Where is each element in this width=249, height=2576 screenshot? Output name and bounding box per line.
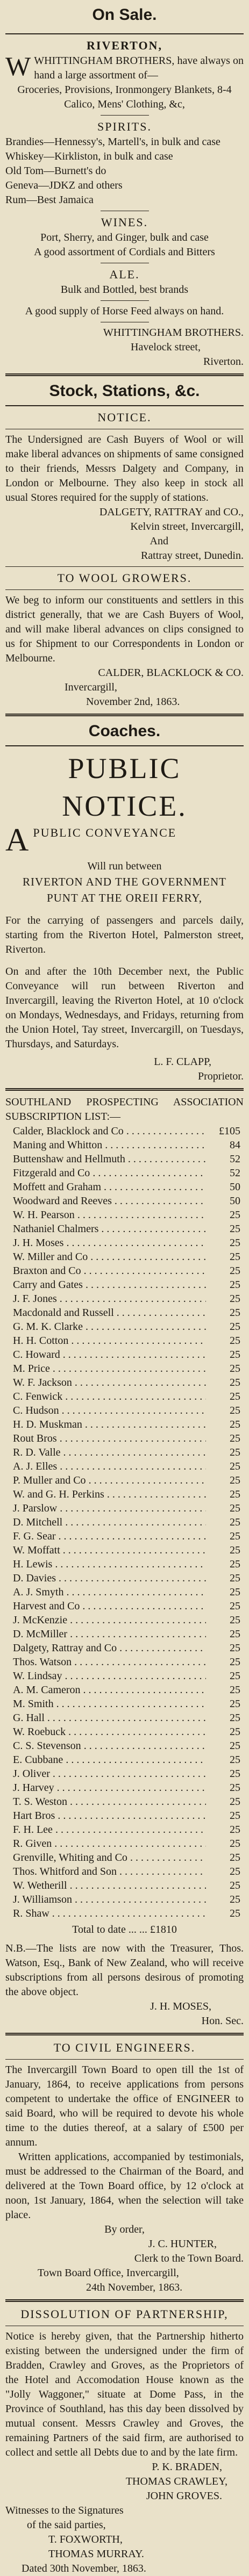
newspaper-page bbox=[5, 0, 244, 2576]
witness-name: THOMAS MURRAY. bbox=[48, 2548, 144, 2560]
drop-cap: A bbox=[5, 822, 30, 858]
divider bbox=[5, 2299, 244, 2302]
divider bbox=[5, 589, 244, 590]
route: RIVERTON AND THE GOVERNMENT PUNT AT THE OREII FERRY, bbox=[22, 875, 227, 904]
divider bbox=[5, 714, 244, 716]
signature: JOHN GROVES. bbox=[146, 2490, 222, 2502]
signature: CALDER, BLACKLOCK & CO. bbox=[98, 667, 244, 679]
list-item: D. Mitchell . . . 25 bbox=[13, 1515, 240, 1529]
list-item: Calder, Blacklock and Co . . . £105 bbox=[13, 1124, 240, 1138]
horse-feed-line: A good supply of Horse Feed always on hand. bbox=[25, 305, 224, 317]
list-item: W. Moffatt . . . 25 bbox=[13, 1543, 240, 1557]
spirits-line: Rum—Best Jamaica bbox=[5, 194, 94, 206]
list-item: C. Hudson . . . 25 bbox=[13, 1404, 240, 1417]
list-item: H. H. Cotton . . . 25 bbox=[13, 1334, 240, 1348]
list-item: A. J. Smyth . . . 25 bbox=[13, 1585, 240, 1599]
list-item: E. Cubbane . . . 25 bbox=[13, 1753, 240, 1767]
list-item: Macdonald and Russell . . . 25 bbox=[13, 1306, 240, 1320]
signature: P. K. BRADEN, bbox=[152, 2461, 222, 2473]
list-item: W. Lindsay . . . 25 bbox=[13, 1669, 240, 1683]
signature-title: Proprietor. bbox=[198, 1070, 244, 1082]
signature-address: Havelock street, bbox=[131, 341, 201, 353]
drop-cap: W bbox=[5, 51, 31, 81]
list-item: F. H. Lee . . . 25 bbox=[13, 1823, 240, 1837]
dissolution-body: Notice is hereby given, that the Partnership hitherto existing between the undersigned under the firm of Bradden, Crawley and Groves, as the Proprietors of the Hotel and Accomodation House known as the "Jolly Waggoner," situate at Dome Pass, in the Province of Southland, has this day been dissolved by mutual consent. Messrs Crawley and Groves, the remaining Partners of the said firm, are authorised to collect and settle all Debts due to and by the late firm. bbox=[5, 2330, 244, 2458]
signature-title: Clerk to the Town Board. bbox=[134, 2253, 244, 2264]
signature-place: Town Board Office, Invercargill, bbox=[38, 2267, 179, 2279]
list-item: Fitzgerald and Co . . . 52 bbox=[13, 1166, 240, 1180]
list-item: Carry and Gates . . . 25 bbox=[13, 1278, 240, 1292]
list-item: Thos. Watson . . . 25 bbox=[13, 1655, 240, 1669]
wines-line: Port, Sherry, and Ginger, bulk and case bbox=[40, 232, 209, 243]
coach-body: For the carrying of passengers and parcels daily, starting from the Riverton Hotel, Palmerston street, Riverton. bbox=[5, 915, 244, 955]
signature-and: And bbox=[150, 535, 168, 547]
notice-heading: NOTICE. bbox=[97, 411, 152, 424]
list-item: Hart Bros . . . 25 bbox=[13, 1809, 240, 1823]
list-item: J. Oliver . . . 25 bbox=[13, 1767, 240, 1781]
divider bbox=[5, 566, 244, 567]
list-item: C. Howard . . . 25 bbox=[13, 1348, 240, 1362]
dissolution-date: Dated 30th November, 1863. bbox=[22, 2563, 146, 2574]
subscription-list bbox=[5, 1124, 244, 1920]
spirits-line: Geneva—JDKZ and others bbox=[5, 179, 123, 191]
list-item: Buttenshaw and Hellmuth . . . 52 bbox=[13, 1152, 240, 1166]
list-item: W. Roebuck . . . 25 bbox=[13, 1725, 240, 1739]
subscription-total: Total to date ... ... £1810 bbox=[72, 1924, 177, 1935]
coaches-heading: Coaches. bbox=[88, 722, 161, 740]
list-item: A. J. Elles . . . 25 bbox=[13, 1459, 240, 1473]
list-item: W. F. Jackson . . . 25 bbox=[13, 1376, 240, 1390]
list-item: C. S. Stevenson . . . 25 bbox=[13, 1739, 240, 1753]
list-item: Grenville, Whiting and Co . . . 25 bbox=[13, 1851, 240, 1865]
signature: J. C. HUNTER, bbox=[148, 2238, 217, 2250]
coach-body: On and after the 10th December next, the Public Conveyance will run between Riverton and Invercargill, leaving the Riverton Hotel, at 10 o'clock on Mondays, Wednesdays, and Fridays, returning from the Union Hotel, Tay street, Invercargill, on Tuesdays, Thursdays, and Saturdays. bbox=[5, 966, 244, 1050]
signature-place: Invercargill, bbox=[65, 681, 117, 693]
signature-date: 24th November, 1863. bbox=[86, 2282, 183, 2293]
spirits-heading: SPIRITS. bbox=[97, 120, 152, 133]
list-item: J. H. Moses . . . 25 bbox=[13, 1236, 240, 1250]
spirits-line: Brandies—Hennessy's, Martell's, in bulk and case bbox=[5, 136, 220, 148]
list-item: Thos. Whitford and Son . . . 25 bbox=[13, 1865, 240, 1879]
wines-heading: WINES. bbox=[101, 215, 148, 229]
list-item: R. D. Valle . . . 25 bbox=[13, 1445, 240, 1459]
list-item: W. H. Pearson . . . 25 bbox=[13, 1208, 240, 1222]
list-item: Braxton and Co . . . 25 bbox=[13, 1264, 240, 1278]
divider bbox=[5, 2033, 244, 2035]
engineers-body: Written applications, accompanied by testimonials, must be addressed to the Chairman of the Board, and delivered at the Town Board office, by 12 o'clock at noon, 1st January, 1864, when the selection will take place. bbox=[5, 2151, 244, 2221]
ale-heading: ALE. bbox=[109, 268, 140, 281]
divider bbox=[5, 33, 244, 34]
list-item: R. Shaw . . . 25 bbox=[13, 1906, 240, 1920]
divider bbox=[101, 115, 149, 116]
list-item: D. Davies . . . 25 bbox=[13, 1571, 240, 1585]
run-between: Will run between bbox=[87, 860, 162, 872]
list-item: H. Lewis . . . 25 bbox=[13, 1557, 240, 1571]
list-item: H. D. Muskman . . . 25 bbox=[13, 1417, 240, 1431]
wool-growers-heading: TO WOOL GROWERS. bbox=[57, 571, 192, 585]
list-item: R. Given . . . 25 bbox=[13, 1837, 240, 1851]
dissolution-heading: DISSOLUTION OF PARTNERSHIP, bbox=[20, 2307, 229, 2321]
signature-date: November 2nd, 1863. bbox=[86, 696, 180, 708]
list-item: Moffett and Graham . . . 50 bbox=[13, 1180, 240, 1194]
stock-heading: Stock, Stations, &c. bbox=[49, 382, 200, 400]
list-item: J. McKenzie . . . 25 bbox=[13, 1613, 240, 1627]
spirits-line: Whiskey—Kirkliston, in bulk and case bbox=[5, 150, 173, 162]
list-item: W. Miller and Co . . . 25 bbox=[13, 1250, 240, 1264]
witnesses-line: of the said parties, bbox=[27, 2519, 106, 2531]
spirits-line: Old Tom—Burnett's do bbox=[5, 165, 106, 177]
signature-title: Hon. Sec. bbox=[201, 2015, 244, 2027]
list-item: M. Price . . . 25 bbox=[13, 1362, 240, 1376]
list-item: J. Williamson . . . 25 bbox=[13, 1893, 240, 1906]
riverton-heading: RIVERTON, bbox=[87, 39, 162, 52]
engineers-body: The Invercargill Town Board to open till the 1st of January, 1864, to receive applications from persons competent to undertake the office of ENGINEER to said Board, who will be required to devote his whole time to the duties thereof, at a salary of £500 per annum. bbox=[5, 2064, 244, 2148]
divider bbox=[5, 745, 244, 746]
on-sale-heading: On Sale. bbox=[92, 6, 157, 24]
wines-line: A good assortment of Cordials and Bitters bbox=[34, 246, 215, 258]
list-item: W. Wetherill . . . 25 bbox=[13, 1879, 240, 1893]
dalgety-notice: The Undersigned are Cash Buyers of Wool or will make liberal advances on shipments of same consigned to their friends, Messrs Dalgety and Company, in London or Melbourne. They also keep in stock all usual Stores required for the supply of stations. bbox=[5, 434, 244, 503]
list-item: Woodward and Reeves . . . 50 bbox=[13, 1194, 240, 1208]
ale-line: Bulk and Bottled, best brands bbox=[60, 284, 189, 296]
list-item: G. Hall . . . 25 bbox=[13, 1711, 240, 1725]
divider bbox=[5, 1088, 244, 1091]
whittingham-intro: WWHITTINGHAM BROTHERS, have always on hand a large assortment of— bbox=[5, 51, 244, 81]
list-item: G. M. K. Clarke . . . 25 bbox=[13, 1320, 240, 1334]
list-item: M. Smith . . . 25 bbox=[13, 1697, 240, 1711]
divider bbox=[5, 2059, 244, 2060]
list-item: T. S. Weston . . . 25 bbox=[13, 1795, 240, 1809]
list-item: F. G. Sear . . . 25 bbox=[13, 1529, 240, 1543]
list-item: C. Fenwick . . . 25 bbox=[13, 1390, 240, 1404]
signature: L. F. CLAPP, bbox=[154, 1056, 211, 1068]
list-item: J. Parslow . . . 25 bbox=[13, 1501, 240, 1515]
list-item: Harvest and Co . . . 25 bbox=[13, 1599, 240, 1613]
list-item: D. McMiller . . . 25 bbox=[13, 1627, 240, 1641]
witness-name: T. FOXWORTH, bbox=[48, 2534, 123, 2545]
list-item: A. M. Cameron . . . 25 bbox=[13, 1683, 240, 1697]
divider bbox=[101, 300, 149, 301]
divider bbox=[5, 373, 244, 376]
list-item: Rout Bros . . . 25 bbox=[13, 1431, 240, 1445]
list-item: J. Harvey . . . 25 bbox=[13, 1781, 240, 1795]
goods-list: Groceries, Provisions, Ironmongery Blankets, 8-4 Calico, Mens' Clothing, &c, bbox=[17, 84, 232, 110]
subscription-heading: SOUTHLAND PROSPECTING ASSOCIATION SUBSCRIPTION LIST:— bbox=[5, 1096, 244, 1122]
list-item: Maning and Whitton . . . 84 bbox=[13, 1138, 240, 1152]
public-conveyance-line: APUBLIC CONVEYANCE bbox=[5, 822, 177, 858]
signature: THOMAS CRAWLEY, bbox=[125, 2476, 227, 2487]
list-item: Dalgety, Rattray and Co . . . 25 bbox=[13, 1641, 240, 1655]
signature: DALGETY, RATTRAY and CO., bbox=[99, 506, 244, 518]
signature-place: Riverton. bbox=[203, 356, 244, 368]
civil-engineers-heading: TO CIVIL ENGINEERS. bbox=[53, 2041, 196, 2054]
wool-notice: We beg to inform our constituents and settlers in this district generally, that we are Cash Buyers of Wool, and will make liberal advances on clips consigned to us for Shipment to our Correspondents in London or Melbourne. bbox=[5, 594, 244, 664]
list-item: Nathaniel Chalmers . . . 25 bbox=[13, 1222, 240, 1236]
signature: WHITTINGHAM BROTHERS. bbox=[103, 327, 244, 339]
list-item: J. F. Jones . . . 25 bbox=[13, 1292, 240, 1306]
signature-address: Rattray street, Dunedin. bbox=[140, 550, 244, 562]
public-notice-heading: PUBLIC NOTICE. bbox=[62, 752, 187, 822]
subscription-note: N.B.—The lists are now with the Treasurer, Thos. Watson, Esq., Bank of New Zealand, who will receive subscriptions from all persons desirous of promoting the above object. bbox=[5, 1942, 244, 1998]
signature-address: Kelvin street, Invercargill, bbox=[130, 521, 244, 533]
list-item: P. Muller and Co . . . 25 bbox=[13, 1473, 240, 1487]
signature: J. H. MOSES, bbox=[150, 2001, 211, 2012]
witnesses-line: Witnesses to the Signatures bbox=[5, 2505, 124, 2516]
divider bbox=[5, 405, 244, 406]
list-item: W. and G. H. Perkins . . . 25 bbox=[13, 1487, 240, 1501]
by-order: By order, bbox=[104, 2224, 145, 2235]
